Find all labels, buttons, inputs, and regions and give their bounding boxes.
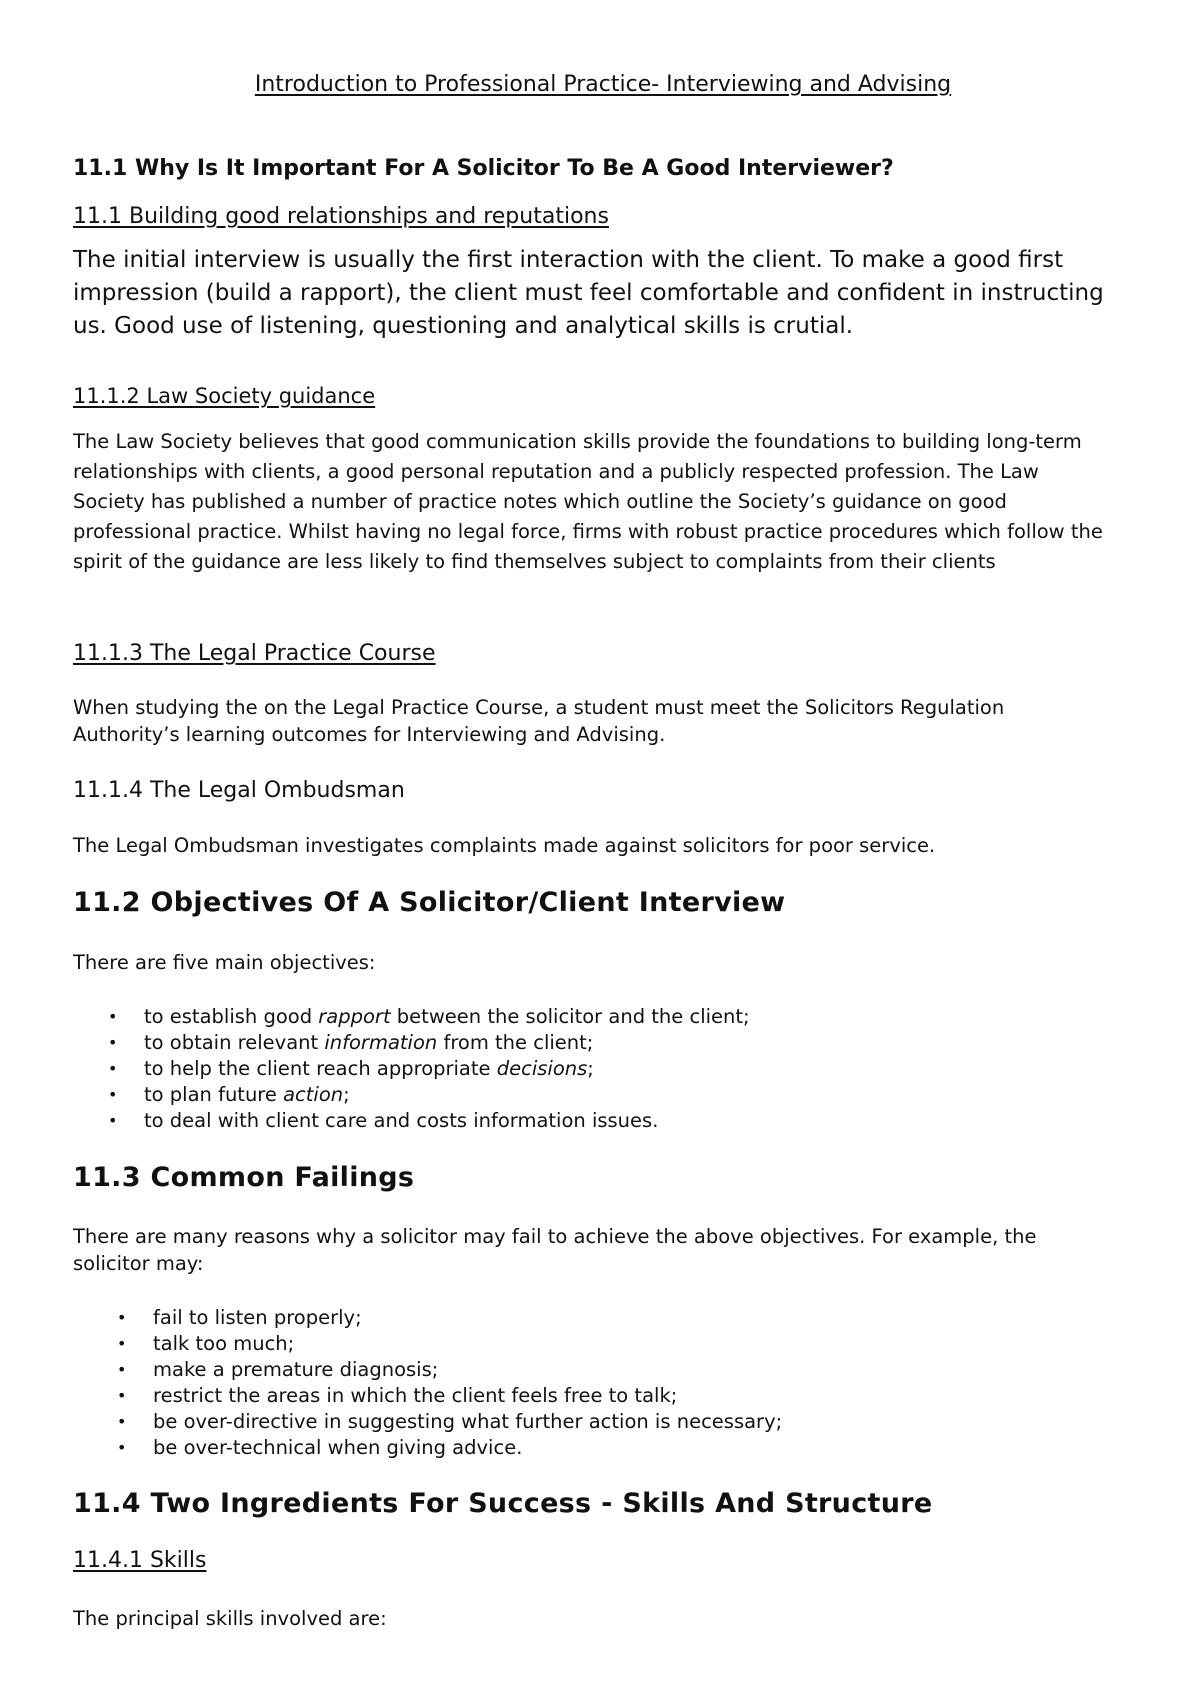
list-item: • make a premature diagnosis;	[117, 1358, 439, 1381]
list-item: • to deal with client care and costs information issues.	[108, 1109, 659, 1132]
list-item: • to plan future action;	[108, 1083, 350, 1106]
section-11-2-heading: 11.2 Objectives Of A Solicitor/Client Interview	[73, 887, 786, 918]
subsection-11-1-3-text: When studying the on the Legal Practice Course, a student must meet the Solicitors Regulation Authority’s learning outcomes for Interviewing and Advising.	[73, 696, 1005, 746]
section-11-2-intro: There are five main objectives:	[73, 951, 376, 974]
subsection-11-1-2-heading: 11.1.2 Law Society guidance	[73, 384, 376, 408]
list-item: • restrict the areas in which the client feels free to talk;	[117, 1384, 678, 1407]
list-item: • to establish good rapport between the solicitor and the client;	[108, 1005, 750, 1028]
list-item: • to obtain relevant information from the client;	[108, 1031, 594, 1054]
subsection-11-4-1-heading: 11.4.1 Skills	[73, 1548, 207, 1573]
bullet-icon: •	[117, 1334, 127, 1353]
subsection-11-1-text: The initial interview is usually the first interaction with the client. To make a good first impression (build a rapport), the client must feel comfortable and confident in instructing us. Good use of listening, questioning and analytical skills is crutial.	[73, 247, 1104, 339]
bullet-icon: •	[117, 1308, 127, 1327]
bullet-icon: •	[108, 1007, 118, 1026]
objectives-list	[73, 1004, 750, 1134]
section-11-3-heading: 11.3 Common Failings	[73, 1162, 415, 1193]
subsection-11-4-1-text: The principal skills involved are:	[73, 1607, 387, 1630]
list-item: • talk too much;	[117, 1332, 295, 1355]
section-11-3-intro: There are many reasons why a solicitor may fail to achieve the above objectives. For example, the solicitor may:	[73, 1225, 1037, 1275]
subsection-11-1-heading: 11.1 Building good relationships and reputations	[73, 204, 609, 229]
list-item: • be over-technical when giving advice.	[117, 1436, 523, 1459]
section-11-4-heading: 11.4 Two Ingredients For Success - Skills And Structure	[73, 1488, 933, 1519]
list-item: • be over-directive in suggesting what further action is necessary;	[117, 1410, 783, 1433]
document-title: Introduction to Professional Practice- Interviewing and Advising	[254, 72, 952, 97]
bullet-icon: •	[117, 1438, 127, 1457]
subsection-11-1-3-heading: 11.1.3 The Legal Practice Course	[73, 641, 436, 666]
bullet-icon: •	[108, 1085, 118, 1104]
bullet-icon: •	[108, 1033, 118, 1052]
subsection-11-1-4-text: The Legal Ombudsman investigates complaints made against solicitors for poor service.	[73, 834, 936, 857]
bullet-icon: •	[117, 1360, 127, 1379]
bullet-icon: •	[117, 1412, 127, 1431]
section-11-1-heading: 11.1 Why Is It Important For A Solicitor To Be A Good Interviewer?	[73, 156, 894, 181]
bullet-icon: •	[108, 1059, 118, 1078]
bullet-icon: •	[108, 1111, 118, 1130]
failings-list	[73, 1305, 782, 1461]
subsection-11-1-4-heading: 11.1.4 The Legal Ombudsman	[73, 778, 405, 803]
bullet-icon: •	[117, 1386, 127, 1405]
list-item: • to help the client reach appropriate decisions;	[108, 1057, 594, 1080]
subsection-11-1-2-text: The Law Society believes that good communication skills provide the foundations to building long-term relationships with clients, a good personal reputation and a publicly respected profession. The Law Society has published a number of practice notes which outline the Society’s guidance on good professional practice. Whilst having no legal force, firms with robust practice procedures which follow the spirit of the guidance are less likely to find themselves subject to complaints from their clients	[73, 430, 1103, 573]
list-item: • fail to listen properly;	[117, 1306, 362, 1329]
